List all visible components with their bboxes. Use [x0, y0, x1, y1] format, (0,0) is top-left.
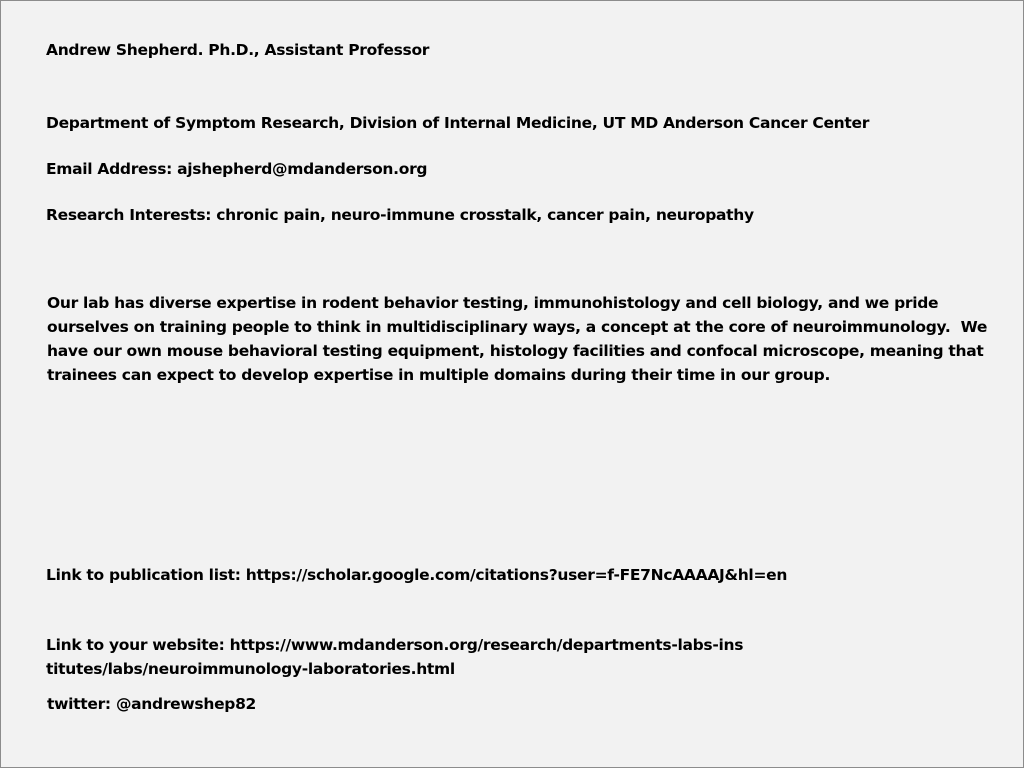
website-url: https://www.mdanderson.org/research/departments-labs-institutes/labs/neuroimmunology-laboratories.html [46, 636, 744, 678]
twitter-handle: @andrewshep82 [115, 695, 257, 713]
email-label: Email Address: [46, 160, 173, 178]
name-title: Andrew Shepherd. Ph.D., Assistant Professor [46, 41, 430, 59]
website-label: Link to your website: [46, 636, 225, 654]
twitter-line [47, 694, 256, 714]
publication-list-line [46, 565, 787, 585]
publication-list-label: Link to publication list: [46, 566, 241, 584]
research-interests-label: Research Interests: [46, 206, 212, 224]
email-line [46, 159, 427, 179]
twitter-label: twitter: [47, 695, 111, 713]
email-address: ajshepherd@mdanderson.org [177, 160, 428, 178]
department-line: Department of Symptom Research, Division of Internal Medicine, UT MD Anderson Cancer Center [46, 114, 870, 132]
publication-list-url: https://scholar.google.com/citations?user=f-FE7NcAAAAJ&hl=en [245, 566, 788, 584]
research-interests-text: chronic pain, neuro-immune crosstalk, cancer pain, neuropathy [216, 206, 754, 224]
research-interests-line [46, 205, 754, 225]
lab-description: Our lab has diverse expertise in rodent behavior testing, immunohistology and cell biology, and we pride ourselves on training people to think in multidisciplinary ways, a concept at the core of neuroimmunology. We have our own mouse behavioral testing equipment, histology facilities and confocal microscope, meaning that trainees can expect to develop expertise in multiple domains during their time in our group. [47, 294, 993, 384]
website-line [46, 633, 746, 681]
